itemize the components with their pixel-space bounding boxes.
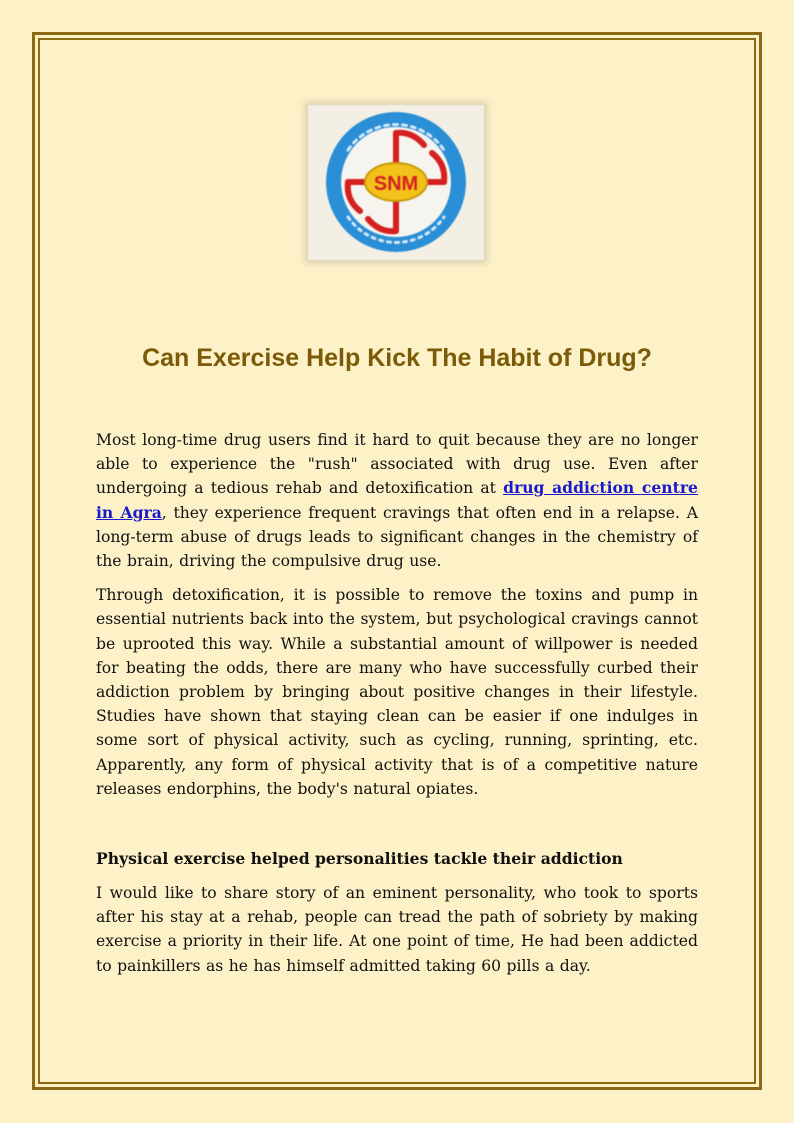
paragraph-story: I would like to share story of an eminent personality, who took to sports after his stay at a rehab, people can tread the path of sobriety by making exercise a priority in their life. At one point of time, He had been addicted to painkillers as he has himself admitted taking 60 pills a day.	[96, 884, 698, 975]
logo-text: SNM	[373, 173, 419, 195]
drug-addiction-centre-link[interactable]: drug addiction centre in Agra	[96, 478, 698, 522]
paragraph-intro-start: Most long-time drug users find it hard to quit because they are no longer able to experience the "rush" associated with drug use. Even after undergoing a tedious rehab and detoxification at	[96, 431, 698, 498]
paragraph-intro	[96, 428, 698, 573]
article-body	[96, 428, 698, 978]
paragraph-intro-end: , they experience frequent cravings that often end in a relapse. A long-term abuse of drugs leads to significant changes in the chemistry of the brain, driving the compulsive drug use.	[96, 503, 698, 571]
section-heading: Physical exercise helped personalities tackle their addiction	[96, 849, 623, 869]
page-title: Can Exercise Help Kick The Habit of Drug?	[142, 344, 652, 372]
snm-logo-icon	[308, 105, 484, 260]
paragraph-detox: Through detoxification, it is possible to remove the toxins and pump in essential nutrients back into the system, but psychological cravings cannot be uprooted this way. While a substantial amount of willpower is needed for beating the odds, there are many who have successfully curbed their addiction problem by bringing about positive changes in their lifestyle. Studies have shown that staying clean can be easier if one indulges in some sort of physical activity, such as cycling, running, sprinting, etc. Apparently, any form of physical activity that is of a competitive nature releases endorphins, the body's natural opiates.	[96, 586, 698, 798]
